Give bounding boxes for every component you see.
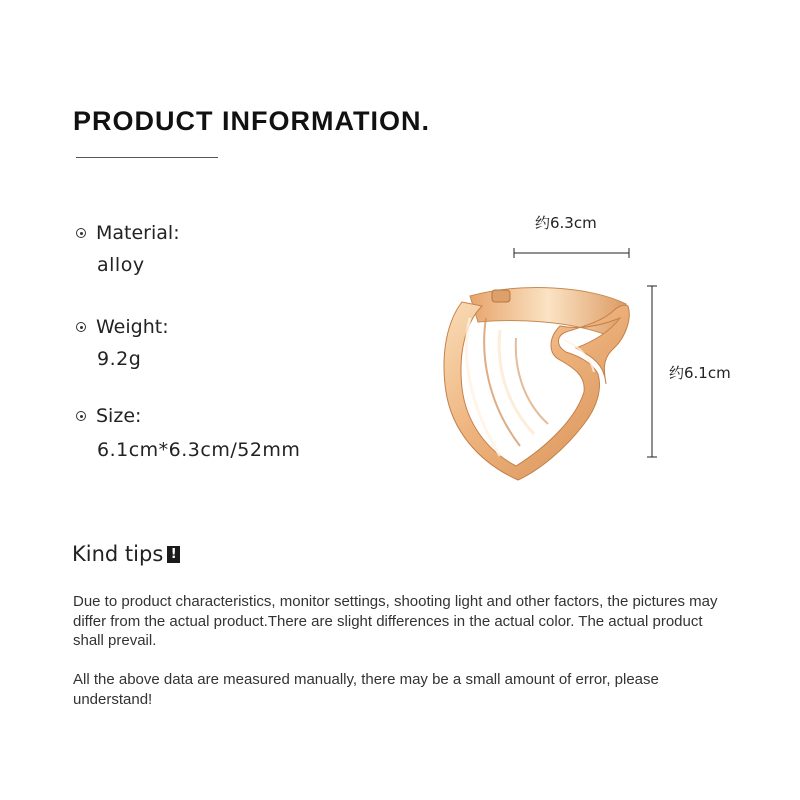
spec-material-value: alloy <box>97 254 145 276</box>
tips-paragraph-1: Due to product characteristics, monitor settings, shooting light and other factors, the pictures may differ from the actual product.There are slight differences in the actual color. The actual product shall prevail. <box>73 593 718 649</box>
page-title: PRODUCT INFORMATION. <box>73 106 430 136</box>
width-dimension-line <box>514 248 629 258</box>
exclamation-box-icon: ! <box>167 546 180 563</box>
kind-tips-heading <box>72 542 180 566</box>
bangle-photo <box>444 288 629 480</box>
spec-size-label: Size: <box>96 405 142 427</box>
spec-size-value: 6.1cm*6.3cm/52mm <box>97 439 301 461</box>
spec-material-label: Material: <box>96 222 180 244</box>
height-dimension-label: 约6.1cm <box>669 364 731 382</box>
spec-weight-value: 9.2g <box>97 348 142 370</box>
height-dimension-line <box>647 286 657 457</box>
spec-weight-label: Weight: <box>96 316 169 338</box>
kind-tips-label: Kind tips <box>72 542 164 566</box>
tips-paragraph-2: All the above data are measured manually, there may be a small amount of error, please understand! <box>73 671 659 708</box>
width-dimension-label: 约6.3cm <box>535 214 597 232</box>
